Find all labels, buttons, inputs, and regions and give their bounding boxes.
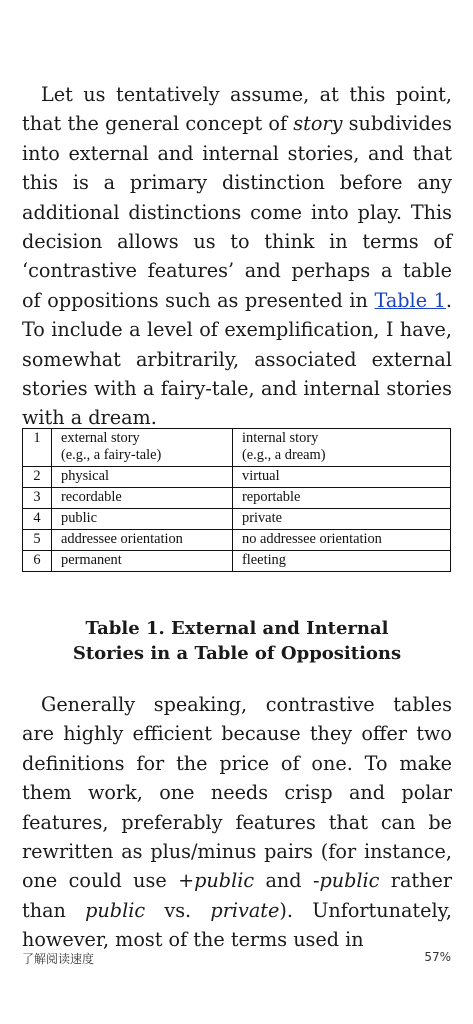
body-paragraph-2 (22, 690, 452, 955)
row-number: 4 (23, 509, 52, 530)
caption-line-1: Table 1. External and Internal (85, 618, 389, 639)
emphasis-public: public (319, 869, 380, 893)
internal-cell: reportable (233, 488, 451, 509)
row-number: 3 (23, 488, 52, 509)
paragraph-text: ). Unfortunately, however, most of the terms used in (22, 898, 453, 952)
cell-subtext: (e.g., a fairy-tale) (61, 447, 162, 463)
table-row (23, 509, 451, 530)
table-1-link[interactable]: Table 1 (374, 288, 446, 312)
internal-cell (233, 429, 451, 467)
internal-cell: private (233, 509, 451, 530)
emphasis-public: public (85, 898, 146, 922)
emphasis-story: story (293, 112, 343, 136)
internal-cell: virtual (233, 467, 451, 488)
table-row (23, 488, 451, 509)
internal-cell: fleeting (233, 551, 451, 572)
reading-speed-link[interactable]: 了解阅读速度 (22, 952, 95, 966)
external-cell: permanent (52, 551, 233, 572)
paragraph-text: Generally speaking, contrastive tables are highly efficient because they offer two definitions for the price of one. To make them work, one needs crisp and polar features, preferably features that can be rewritten as plus/minus pairs (for instance, one could use + (22, 693, 452, 893)
paragraph-text: Let us tentatively assume, at this point, that the general concept of (22, 83, 452, 136)
table-row (23, 551, 451, 572)
table-caption (22, 616, 452, 666)
paragraph-text: vs. (145, 898, 211, 922)
cell-subtext: (e.g., a dream) (242, 447, 326, 463)
row-number: 1 (23, 429, 52, 467)
oppositions-table (22, 428, 451, 572)
external-cell: physical (52, 467, 233, 488)
oppositions-table-container (22, 428, 451, 572)
caption-line-2: Stories in a Table of Oppositions (72, 643, 402, 664)
cell-text: external story (61, 430, 140, 446)
external-cell: addressee orientation (52, 530, 233, 551)
emphasis-private: private (210, 898, 280, 922)
external-cell: recordable (52, 488, 233, 509)
internal-cell: no addressee orientation (233, 530, 451, 551)
row-number: 5 (23, 530, 52, 551)
table-row (23, 530, 451, 551)
row-number: 2 (23, 467, 52, 488)
external-cell: public (52, 509, 233, 530)
table-row (23, 429, 451, 467)
paragraph-text: rather than (22, 869, 452, 922)
table-row (23, 467, 451, 488)
paragraph-text: and - (254, 869, 320, 893)
body-paragraph-1 (22, 80, 452, 433)
cell-text: internal story (242, 430, 319, 446)
paragraph-text: subdivides into external and internal stories, and that this is a primary distinction before any additional distinctions come into play. This decision allows us to think in terms of ‘contrastive features’ and perhaps a table of oppositions such as presented in (22, 112, 453, 312)
paragraph-text: . To include a level of exemplification, I have, somewhat arbitrarily, associated external stories with a fairy-tale, and internal stories with a dream. (22, 288, 453, 430)
row-number: 6 (23, 551, 52, 572)
external-cell (52, 429, 233, 467)
reading-progress: 57% (424, 950, 451, 964)
emphasis-public: public (194, 869, 255, 893)
